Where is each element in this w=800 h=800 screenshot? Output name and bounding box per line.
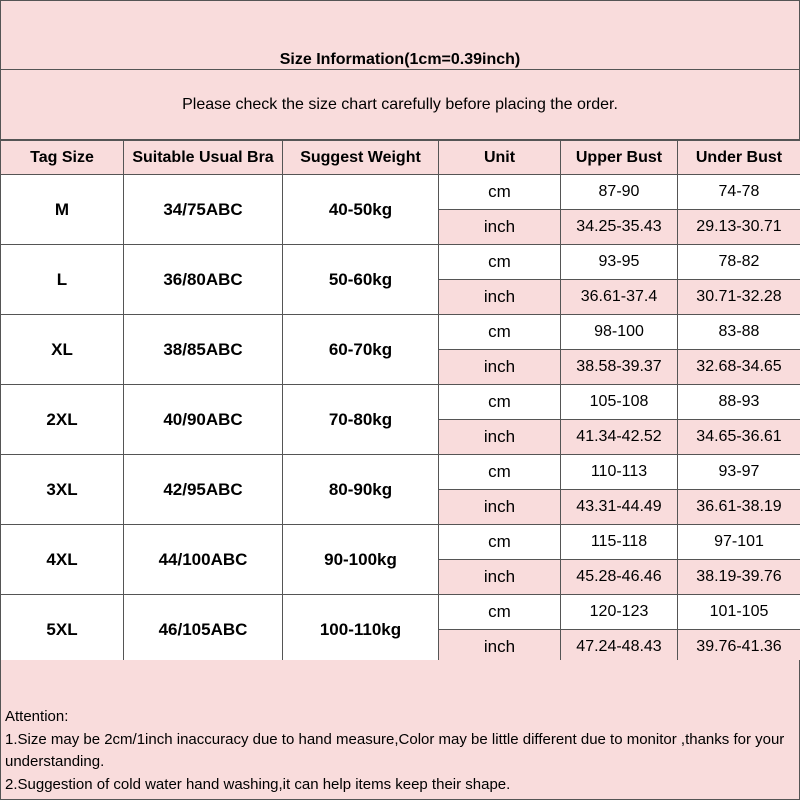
under-bust-cm-cell: 83-88 <box>678 315 800 350</box>
upper-bust-inch-cell: 47.24-48.43 <box>561 630 678 665</box>
unit-inch-cell: inch <box>439 350 561 385</box>
under-bust-inch-cell: 32.68-34.65 <box>678 350 800 385</box>
unit-inch-cell: inch <box>439 420 561 455</box>
upper-bust-cm-cell: 93-95 <box>561 245 678 280</box>
header-unit: Unit <box>439 141 561 175</box>
size-table <box>0 140 800 665</box>
attention-notes <box>0 660 800 800</box>
title-band <box>0 0 800 70</box>
under-bust-cm-cell: 93-97 <box>678 455 800 490</box>
upper-bust-cm-cell: 115-118 <box>561 525 678 560</box>
upper-bust-cm-cell: 105-108 <box>561 385 678 420</box>
unit-inch-cell: inch <box>439 490 561 525</box>
weight-cell: 90-100kg <box>283 525 439 595</box>
chart-title: Size Information(1cm=0.39inch) <box>279 51 521 68</box>
bra-size-cell: 38/85ABC <box>124 315 283 385</box>
header-under-bust: Under Bust <box>678 141 800 175</box>
tag-size-cell: M <box>1 175 124 245</box>
weight-cell: 50-60kg <box>283 245 439 315</box>
attention-line-2: 2.Suggestion of cold water hand washing,it can help items keep their shape. <box>5 775 511 793</box>
bra-size-cell: 44/100ABC <box>124 525 283 595</box>
upper-bust-cm-cell: 87-90 <box>561 175 678 210</box>
under-bust-inch-cell: 30.71-32.28 <box>678 280 800 315</box>
under-bust-inch-cell: 29.13-30.71 <box>678 210 800 245</box>
tag-size-cell: 2XL <box>1 385 124 455</box>
order-notice: Please check the size chart carefully before placing the order. <box>182 96 618 113</box>
unit-cm-cell: cm <box>439 455 561 490</box>
under-bust-cm-cell: 101-105 <box>678 595 800 630</box>
unit-cm-cell: cm <box>439 315 561 350</box>
table-row <box>1 245 800 280</box>
bra-size-cell: 46/105ABC <box>124 595 283 665</box>
table-row <box>1 455 800 490</box>
unit-inch-cell: inch <box>439 210 561 245</box>
table-body <box>1 175 800 665</box>
header-weight: Suggest Weight <box>283 141 439 175</box>
under-bust-cm-cell: 78-82 <box>678 245 800 280</box>
table-row <box>1 175 800 210</box>
table-row <box>1 315 800 350</box>
weight-cell: 70-80kg <box>283 385 439 455</box>
upper-bust-cm-cell: 120-123 <box>561 595 678 630</box>
weight-cell: 60-70kg <box>283 315 439 385</box>
table-row <box>1 525 800 560</box>
upper-bust-inch-cell: 43.31-44.49 <box>561 490 678 525</box>
bra-size-cell: 42/95ABC <box>124 455 283 525</box>
upper-bust-inch-cell: 34.25-35.43 <box>561 210 678 245</box>
tag-size-cell: XL <box>1 315 124 385</box>
unit-cm-cell: cm <box>439 525 561 560</box>
header-bra: Suitable Usual Bra <box>124 141 283 175</box>
weight-cell: 100-110kg <box>283 595 439 665</box>
under-bust-cm-cell: 88-93 <box>678 385 800 420</box>
under-bust-inch-cell: 39.76-41.36 <box>678 630 800 665</box>
under-bust-cm-cell: 97-101 <box>678 525 800 560</box>
header-row <box>1 141 800 175</box>
bra-size-cell: 40/90ABC <box>124 385 283 455</box>
unit-cm-cell: cm <box>439 385 561 420</box>
under-bust-inch-cell: 38.19-39.76 <box>678 560 800 595</box>
upper-bust-inch-cell: 38.58-39.37 <box>561 350 678 385</box>
unit-cm-cell: cm <box>439 595 561 630</box>
header-upper-bust: Upper Bust <box>561 141 678 175</box>
upper-bust-cm-cell: 110-113 <box>561 455 678 490</box>
under-bust-cm-cell: 74-78 <box>678 175 800 210</box>
unit-cm-cell: cm <box>439 175 561 210</box>
tag-size-cell: 5XL <box>1 595 124 665</box>
tag-size-cell: 4XL <box>1 525 124 595</box>
weight-cell: 40-50kg <box>283 175 439 245</box>
unit-inch-cell: inch <box>439 630 561 665</box>
under-bust-inch-cell: 36.61-38.19 <box>678 490 800 525</box>
attention-heading: Attention: <box>5 708 69 725</box>
header-tag-size: Tag Size <box>1 141 124 175</box>
weight-cell: 80-90kg <box>283 455 439 525</box>
notice-band <box>0 70 800 140</box>
upper-bust-inch-cell: 41.34-42.52 <box>561 420 678 455</box>
attention-line-1: 1.Size may be 2cm/1inch inaccuracy due to hand measure,Color may be little different due to monitor ,thanks for your understanding. <box>5 730 785 770</box>
tag-size-cell: L <box>1 245 124 315</box>
upper-bust-cm-cell: 98-100 <box>561 315 678 350</box>
unit-inch-cell: inch <box>439 560 561 595</box>
bra-size-cell: 36/80ABC <box>124 245 283 315</box>
unit-cm-cell: cm <box>439 245 561 280</box>
table-row <box>1 595 800 630</box>
under-bust-inch-cell: 34.65-36.61 <box>678 420 800 455</box>
upper-bust-inch-cell: 36.61-37.4 <box>561 280 678 315</box>
unit-inch-cell: inch <box>439 280 561 315</box>
tag-size-cell: 3XL <box>1 455 124 525</box>
upper-bust-inch-cell: 45.28-46.46 <box>561 560 678 595</box>
bra-size-cell: 34/75ABC <box>124 175 283 245</box>
table-row <box>1 385 800 420</box>
